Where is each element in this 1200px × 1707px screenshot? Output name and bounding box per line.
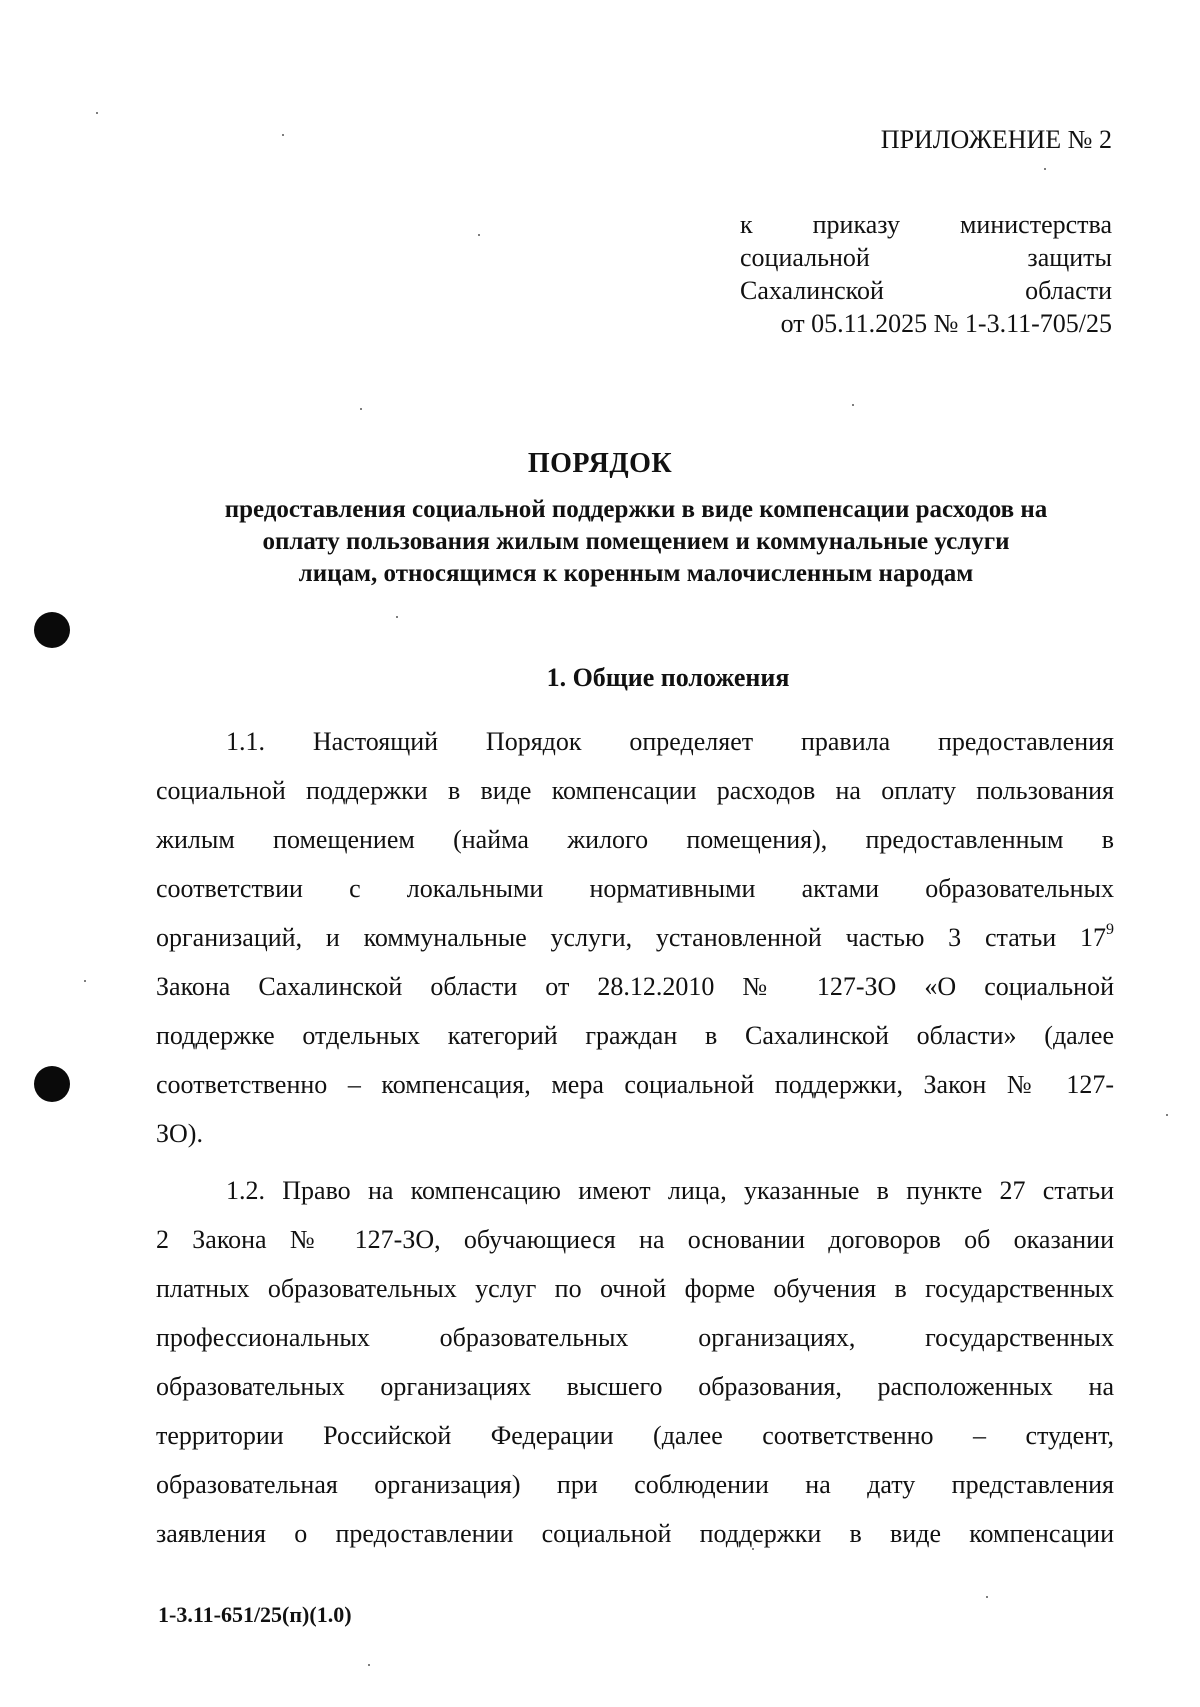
section-heading: 1. Общие положения — [546, 663, 790, 692]
scan-speck — [396, 616, 398, 618]
paragraph-line: образовательная организация) при соблюдении на дату представления — [156, 1470, 1114, 1499]
subtitle-line: лицам, относящимся к коренным малочисленным народам — [298, 560, 974, 587]
paragraph-line: поддержке отдельных категорий граждан в Сахалинской области» (далее — [156, 1021, 1114, 1050]
paragraph-line: платных образовательных услуг по очной форме обучения в государственных — [156, 1274, 1114, 1303]
paragraph-line: заявления о предоставлении социальной поддержки в виде компенсации — [156, 1519, 1114, 1548]
paragraph-line: профессиональных образовательных организациях, государственных — [156, 1323, 1114, 1352]
paragraph-line: ЗО). — [156, 1119, 203, 1148]
scan-speck — [360, 408, 362, 410]
paragraph-line-with-superscript — [156, 913, 1114, 962]
superscript: 9 — [1106, 921, 1114, 938]
paragraph-line: социальной поддержки в виде компенсации расходов на оплату пользования — [156, 776, 1114, 805]
order-ref-date-number: от 05.11.2025 № 1-3.11-705/25 — [780, 309, 1112, 338]
paragraph-line: Закона Сахалинской области от 28.12.2010 № 127-ЗО «О социальной — [156, 972, 1114, 1001]
subtitle-line: предоставления социальной поддержки в виде компенсации расходов на — [224, 496, 1048, 523]
paragraph-line: 1.2. Право на компенсацию имеют лица, указанные в пункте 27 статьи — [226, 1176, 1114, 1205]
scan-speck — [84, 980, 86, 982]
punch-hole-mark — [34, 1066, 70, 1102]
scan-speck — [478, 234, 480, 236]
scan-speck — [1044, 168, 1046, 170]
order-ref-line: к приказу министерства — [740, 210, 1112, 239]
paragraph-line: соответствии с локальными нормативными актами образовательных — [156, 874, 1114, 903]
scan-speck — [752, 1548, 754, 1550]
scan-speck — [986, 1596, 988, 1598]
scan-speck — [368, 1664, 370, 1666]
document-subtitle — [156, 494, 1116, 590]
document-code: 1-3.11-651/25(п)(1.0) — [158, 1602, 352, 1627]
punch-hole-mark — [34, 612, 70, 648]
paragraph-line: образовательных организациях высшего образования, расположенных на — [156, 1372, 1114, 1401]
scan-speck — [96, 112, 98, 114]
order-ref-line: Сахалинской области — [740, 276, 1112, 305]
scan-speck — [1166, 1114, 1168, 1116]
paragraph-line: 1.1. Настоящий Порядок определяет правила предоставления — [226, 727, 1114, 756]
paragraph-1-1 — [156, 717, 1114, 1158]
appendix-title: ПРИЛОЖЕНИЕ № 2 — [880, 125, 1112, 154]
subtitle-line: оплату пользования жилым помещением и коммунальные услуги — [262, 528, 1010, 555]
document-title: ПОРЯДОК — [527, 448, 673, 479]
paragraph-line: соответственно – компенсация, мера социальной поддержки, Закон № 127- — [156, 1070, 1114, 1099]
order-ref-line: социальной защиты — [740, 243, 1112, 272]
order-reference — [740, 208, 1112, 340]
paragraph-1-2 — [156, 1166, 1114, 1558]
line-text: организаций, и коммунальные услуги, установленной частью 3 статьи 17 — [156, 923, 1106, 952]
paragraph-line: территории Российской Федерации (далее соответственно – студент, — [156, 1421, 1114, 1450]
scan-speck — [282, 134, 284, 136]
scan-speck — [852, 404, 854, 406]
paragraph-line: 2 Закона № 127-ЗО, обучающиеся на основании договоров об оказании — [156, 1225, 1114, 1254]
paragraph-line: жилым помещением (найма жилого помещения), предоставленным в — [156, 825, 1114, 854]
